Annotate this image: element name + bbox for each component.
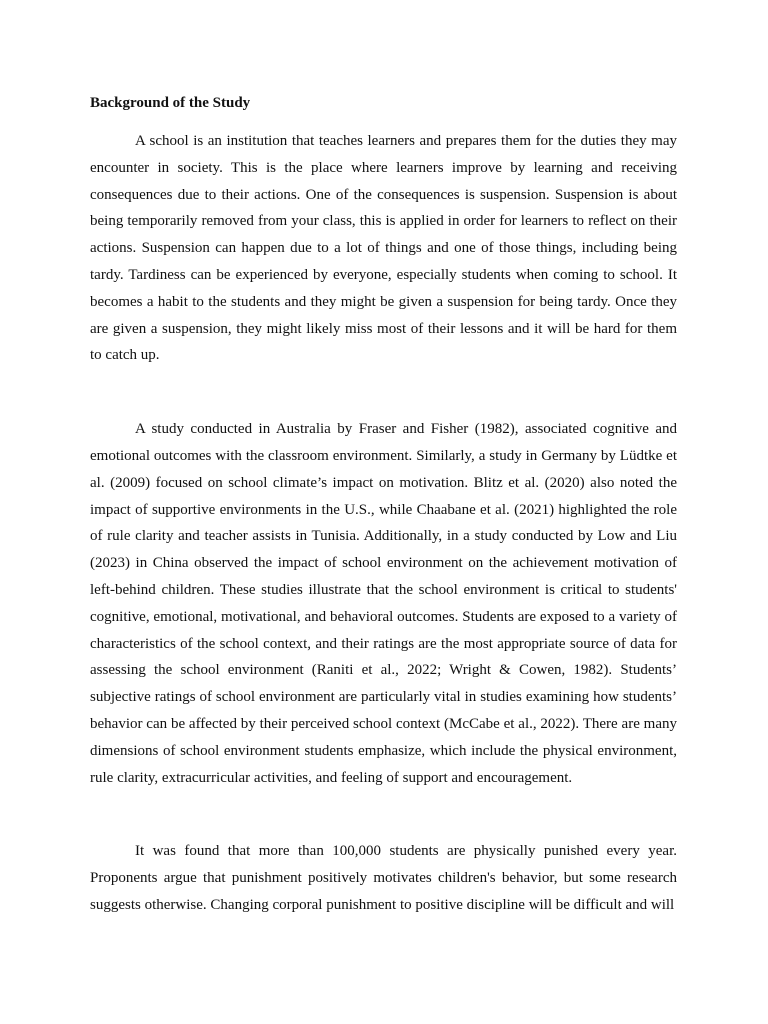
paragraph-1: A school is an institution that teaches learners and prepares them for the duties they may encounter in society. This is the place where learners improve by learning and receiving consequences due to their actions. One of the consequences is suspension. Suspension is about being temporarily removed from your class, this is applied in order for learners to reflect on their actions. Suspension can happen due to a lot of things and one of those things, including being tardy. Tardiness can be experienced by everyone, especially students when coming to school. It becomes a habit to the students and they might be given a suspension for being tardy. Once they are given a suspension, they might likely miss most of their lessons and it will be hard for them to catch up.	[90, 133, 677, 364]
document-body	[90, 92, 677, 919]
section-heading: Background of the Study	[90, 95, 251, 111]
paragraph-3: It was found that more than 100,000 students are physically punished every year. Proponents argue that punishment positively motivates children's behavior, but some research suggests otherwise. Changing corporal punishment to positive discipline will be difficult and will	[90, 843, 677, 913]
paragraph-2: A study conducted in Australia by Fraser and Fisher (1982), associated cognitive and emotional outcomes with the classroom environment. Similarly, a study in Germany by Lüdtke et al. (2009) focused on school climate’s impact on motivation. Blitz et al. (2020) also noted the impact of supportive environments in the U.S., while Chaabane et al. (2021) highlighted the role of rule clarity and teacher assists in Tunisia. Additionally, in a study conducted by Low and Liu (2023) in China observed the impact of school environment on the achievement motivation of left-behind children. These studies illustrate that the school environment is critical to students' cognitive, emotional, motivational, and behavioral outcomes. Students are exposed to a variety of characteristics of the school context, and their ratings are the most appropriate source of data for assessing the school environment (Raniti et al., 2022; Wright & Cowen, 1982). Students’ subjective ratings of school environment are particularly vital in studies examining how students’ behavior can be affected by their perceived school context (McCabe et al., 2022). There are many dimensions of school environment students emphasize, which include the physical environment, rule clarity, extracurricular activities, and feeling of support and encouragement.	[90, 421, 677, 786]
